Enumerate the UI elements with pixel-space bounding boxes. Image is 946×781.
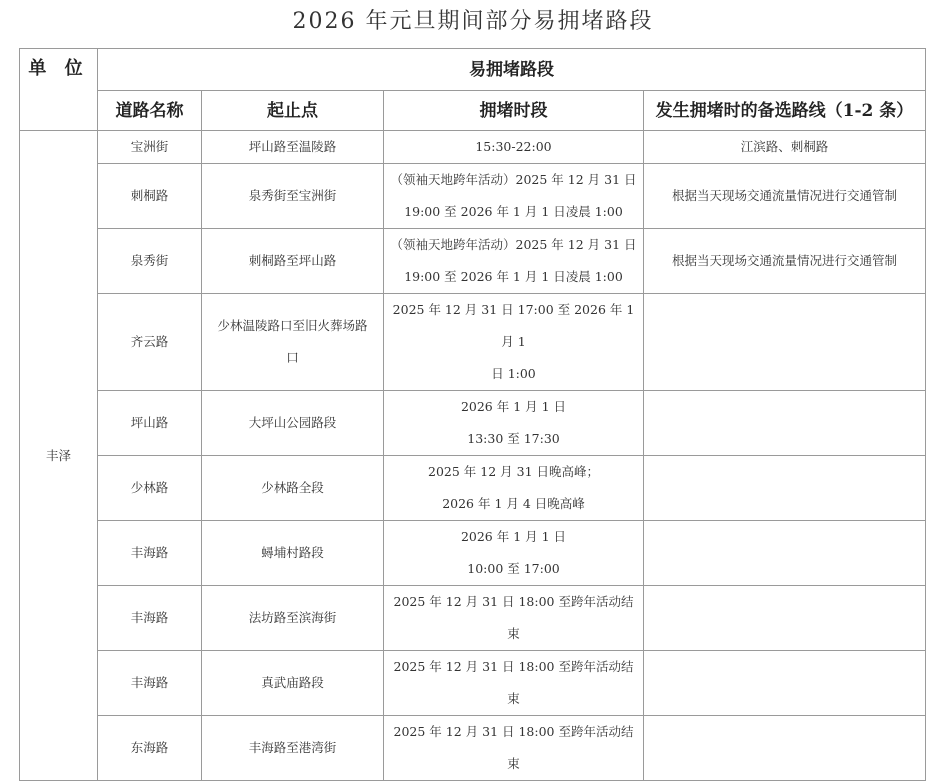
road-name-cell: 泉秀街 [98, 229, 202, 294]
table-row [20, 521, 926, 586]
period-line: 2025 年 12 月 31 日晚高峰； [428, 464, 599, 479]
section-line: 刺桐路至坪山路 [248, 253, 337, 268]
table-row [20, 391, 926, 456]
period-line: 2026 年 1 月 1 日 [460, 399, 567, 414]
period-line: 19:00 至 2026 年 1 月 1 日凌晨 1:00 [404, 204, 623, 219]
alternate-route-cell [644, 456, 926, 521]
section-cell [202, 229, 384, 294]
period-cell [384, 391, 644, 456]
road-name-cell: 坪山路 [98, 391, 202, 456]
header-row-2 [20, 91, 926, 131]
section-line: 坪山路至温陵路 [248, 139, 337, 154]
period-line: 15:30-22:00 [475, 139, 552, 154]
alternate-route-cell: 根据当天现场交通流量情况进行交通管制 [644, 229, 926, 294]
table-body [20, 131, 926, 781]
table-row [20, 131, 926, 164]
alternate-route-cell: 根据当天现场交通流量情况进行交通管制 [644, 164, 926, 229]
road-name-cell: 丰海路 [98, 651, 202, 716]
period-line: 2025 年 12 月 31 日 17:00 至 2026 年 1 月 1 [392, 302, 635, 349]
alternate-route-cell [644, 521, 926, 586]
table-row [20, 294, 926, 391]
period-line: 19:00 至 2026 年 1 月 1 日凌晨 1:00 [404, 269, 623, 284]
period-cell [384, 716, 644, 781]
period-line: 2025 年 12 月 31 日 18:00 至跨年活动结束 [393, 724, 634, 771]
section-cell [202, 131, 384, 164]
section-header: 起止点 [202, 91, 384, 131]
section-line: 真武庙路段 [261, 675, 324, 690]
header-row-1 [20, 49, 926, 91]
period-header: 拥堵时段 [384, 91, 644, 131]
alternate-route-cell [644, 651, 926, 716]
unit-header: 单 位 [20, 49, 98, 131]
road-name-cell: 齐云路 [98, 294, 202, 391]
road-name-cell: 宝洲街 [98, 131, 202, 164]
section-cell [202, 294, 384, 391]
period-line: 2026 年 1 月 1 日 [460, 529, 567, 544]
alternate-route-cell: 江滨路、刺桐路 [644, 131, 926, 164]
road-name-cell: 丰海路 [98, 586, 202, 651]
period-line: 10:00 至 17:00 [467, 561, 560, 576]
section-line: 大坪山公园路段 [248, 415, 337, 430]
table-row [20, 586, 926, 651]
alternate-route-cell [644, 586, 926, 651]
period-cell [384, 456, 644, 521]
section-line: 泉秀街至宝洲街 [248, 188, 337, 203]
period-line: 2025 年 12 月 31 日 18:00 至跨年活动结束 [393, 594, 634, 641]
period-line: （领袖天地跨年活动）2025 年 12 月 31 日 [390, 237, 637, 252]
page-title: 2026 年元旦期间部分易拥堵路段 [292, 9, 654, 34]
period-line: 日 1:00 [491, 366, 536, 381]
section-cell [202, 391, 384, 456]
section-line: 少林温陵路口至旧火葬场路 [217, 318, 368, 333]
table-row [20, 716, 926, 781]
road-name-cell: 刺桐路 [98, 164, 202, 229]
period-cell [384, 294, 644, 391]
section-cell [202, 164, 384, 229]
section-line: 法坊路至滨海街 [248, 610, 337, 625]
period-line: 13:30 至 17:30 [467, 431, 560, 446]
table-row [20, 229, 926, 294]
period-line: 2026 年 1 月 4 日晚高峰 [442, 496, 585, 511]
alternate-header: 发生拥堵时的备选路线（1-2 条） [644, 91, 926, 131]
period-line: （领袖天地跨年活动）2025 年 12 月 31 日 [390, 172, 637, 187]
group-header: 易拥堵路段 [98, 49, 926, 91]
period-cell [384, 131, 644, 164]
road-name-header: 道路名称 [98, 91, 202, 131]
period-line: 2025 年 12 月 31 日 18:00 至跨年活动结束 [393, 659, 634, 706]
section-line: 少林路全段 [261, 480, 324, 495]
section-cell [202, 456, 384, 521]
road-name-cell: 东海路 [98, 716, 202, 781]
table-row [20, 651, 926, 716]
period-cell [384, 651, 644, 716]
congestion-table [19, 48, 926, 781]
alternate-route-cell [644, 391, 926, 456]
section-cell [202, 586, 384, 651]
section-cell [202, 521, 384, 586]
period-cell [384, 586, 644, 651]
section-cell [202, 716, 384, 781]
period-cell [384, 521, 644, 586]
table-row [20, 456, 926, 521]
section-line: 口 [286, 350, 299, 365]
table-row [20, 164, 926, 229]
section-line: 蟳埔村路段 [261, 545, 324, 560]
unit-cell: 丰泽 [20, 131, 98, 781]
period-cell [384, 229, 644, 294]
section-cell [202, 651, 384, 716]
alternate-route-cell [644, 716, 926, 781]
road-name-cell: 丰海路 [98, 521, 202, 586]
road-name-cell: 少林路 [98, 456, 202, 521]
period-cell [384, 164, 644, 229]
section-line: 丰海路至港湾街 [248, 740, 337, 755]
alternate-route-cell [644, 294, 926, 391]
